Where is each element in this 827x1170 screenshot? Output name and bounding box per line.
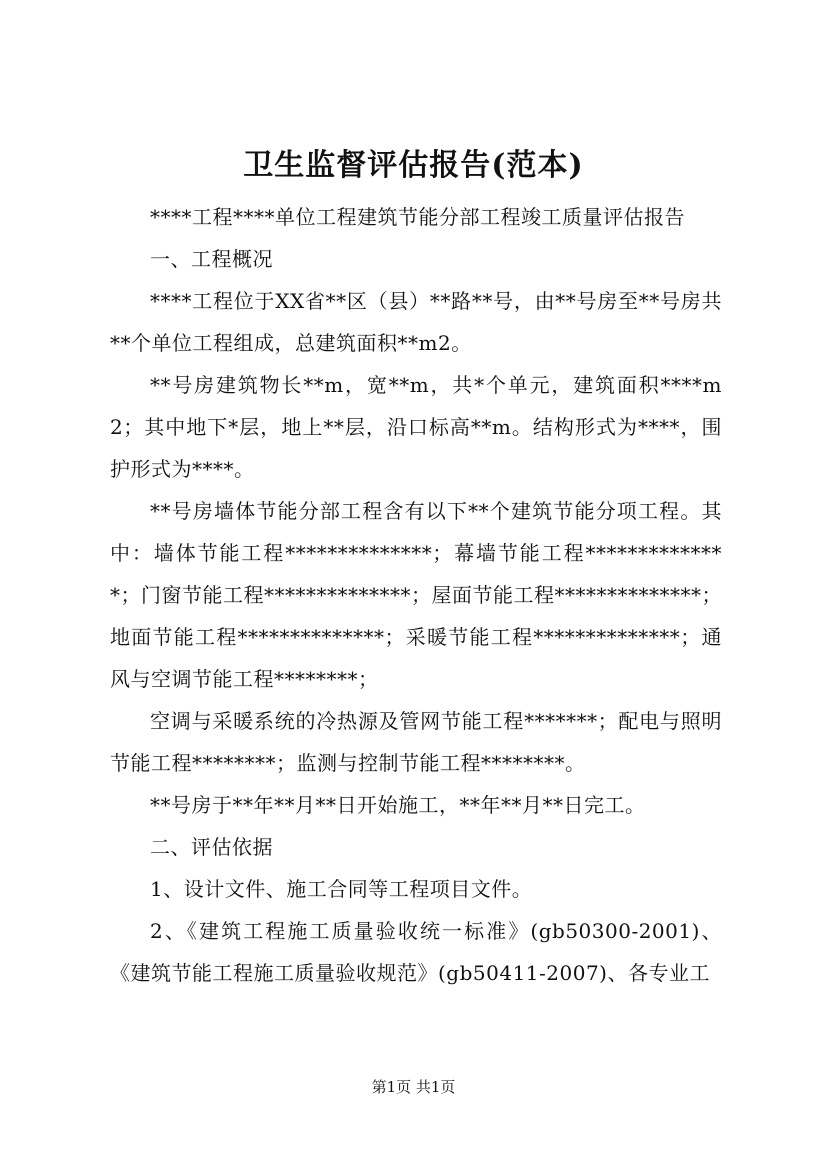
hvac-subprojects-paragraph: 空调与采暖系统的冷热源及管网节能工程*******；配电与照明节能工程********；监测与控制节能工程********。 <box>110 709 722 775</box>
construction-dates-paragraph: **号房于**年**月**日开始施工，**年**月**日完工。 <box>150 793 646 817</box>
document-title: 卫生监督评估报告(范本) <box>243 148 584 183</box>
basis-item-1: 1、设计文件、施工合同等工程项目文件。 <box>150 877 533 901</box>
overview-location-paragraph: ****工程位于XX省**区（县）**路**号，由**号房至**号房共**个单位工程组成，总建筑面积**m2。 <box>110 289 722 355</box>
energy-subprojects-paragraph: **号房墙体节能分部工程含有以下**个建筑节能分项工程。其中：墙体节能工程**************；幕墙节能工程**************；门窗节能工程**************；屋面节能工程**************；地面节能工程**************；采暖节能工程**************；通风与空调节能工程********； <box>110 499 722 691</box>
building-dimensions-paragraph: **号房建筑物长**m，宽**m，共*个单元，建筑面积****m2；其中地下*层，地上**层，沿口标高**m。结构形式为****，围护形式为****。 <box>110 373 722 481</box>
report-heading-paragraph: ****工程****单位工程建筑节能分部工程竣工质量评估报告 <box>150 205 685 229</box>
page-footer: 第1页 共1页 <box>371 1078 456 1096</box>
section-heading-basis: 二、评估依据 <box>150 835 273 859</box>
section-heading-overview: 一、工程概况 <box>150 247 273 271</box>
basis-item-2: 2、《建筑工程施工质量验收统一标准》(gb50300-2001)、《建筑节能工程施工质量验收规范》(gb50411-2007)、各专业工 <box>110 919 722 985</box>
document-body <box>110 196 722 994</box>
